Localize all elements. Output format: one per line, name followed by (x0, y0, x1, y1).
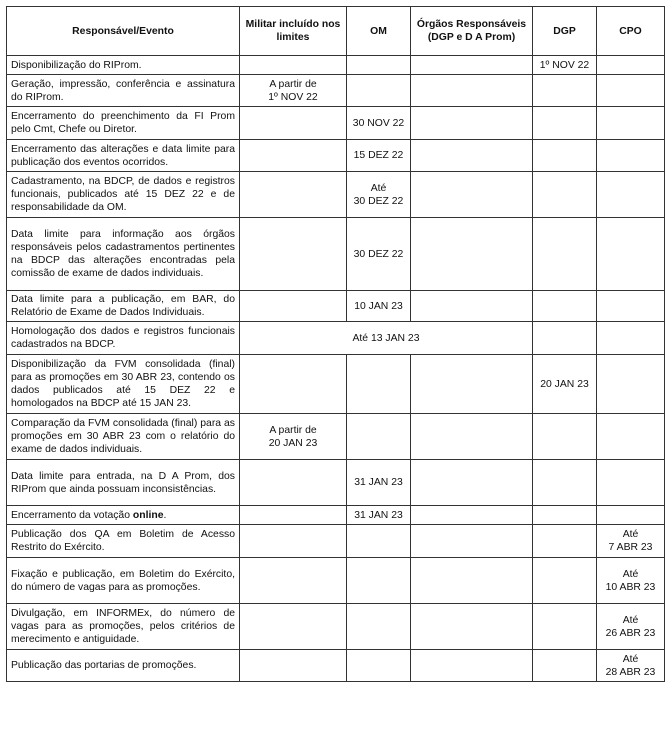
header-orgaos: Órgãos Responsáveis (DGP e D A Prom) (411, 7, 533, 56)
om-cell: Até 30 DEZ 22 (347, 172, 411, 218)
orgaos-cell (411, 414, 533, 460)
event-text: Encerramento da votação (11, 509, 133, 521)
event-cell: Encerramento do preenchimento da FI Prom pelo Cmt, Chefe ou Diretor. (7, 107, 240, 140)
militar-cell (240, 218, 347, 291)
cpo-cell (597, 107, 665, 140)
cpo-cell (597, 414, 665, 460)
orgaos-cell (411, 172, 533, 218)
event-cell: Divulgação, em INFORMEx, do número de vagas para as promoções, pelos critérios de merecimento e antiguidade. (7, 604, 240, 650)
dgp-cell (533, 107, 597, 140)
militar-cell (240, 604, 347, 650)
orgaos-cell (411, 506, 533, 525)
om-cell: 31 JAN 23 (347, 460, 411, 506)
militar-cell (240, 140, 347, 172)
dgp-cell (533, 650, 597, 682)
cpo-cell: Até 26 ABR 23 (597, 604, 665, 650)
dgp-cell: 20 JAN 23 (533, 355, 597, 414)
table-row (7, 75, 665, 107)
orgaos-cell (411, 218, 533, 291)
orgaos-cell (411, 107, 533, 140)
om-cell: 31 JAN 23 (347, 506, 411, 525)
event-cell: Data limite para informação aos órgãos responsáveis pelos cadastramentos pertinentes na BDCP das alterações encontradas pela comissão de exame de dados individuais. (7, 218, 240, 291)
table-row (7, 460, 665, 506)
militar-cell (240, 291, 347, 322)
dgp-cell: 1º NOV 22 (533, 56, 597, 75)
cpo-cell: Até 10 ABR 23 (597, 558, 665, 604)
table-row (7, 650, 665, 682)
om-cell (347, 604, 411, 650)
cpo-cell (597, 172, 665, 218)
header-dgp: DGP (533, 7, 597, 56)
table-body (7, 56, 665, 682)
table-row (7, 107, 665, 140)
militar-cell (240, 506, 347, 525)
militar-cell (240, 525, 347, 558)
event-cell (7, 506, 240, 525)
table-row (7, 414, 665, 460)
om-cell (347, 355, 411, 414)
header-om: OM (347, 7, 411, 56)
dgp-cell (533, 506, 597, 525)
orgaos-cell (411, 650, 533, 682)
event-cell: Disponibilização da FVM consolidada (final) para as promoções em 30 ABR 23, contendo os dados publicados até 15 DEZ 22 e homologados na BDCP até 15 JAN 23. (7, 355, 240, 414)
cpo-cell: Até 28 ABR 23 (597, 650, 665, 682)
table-row (7, 140, 665, 172)
table-row (7, 604, 665, 650)
schedule-table (6, 6, 665, 682)
om-cell (347, 558, 411, 604)
militar-cell (240, 56, 347, 75)
event-suffix: . (163, 509, 167, 521)
header-cpo: CPO (597, 7, 665, 56)
cpo-cell (597, 460, 665, 506)
cpo-cell (597, 218, 665, 291)
table-row (7, 525, 665, 558)
militar-cell (240, 460, 347, 506)
event-cell: Geração, impressão, conferência e assinatura do RIProm. (7, 75, 240, 107)
orgaos-cell (411, 140, 533, 172)
event-cell: Data limite para a publicação, em BAR, do Relatório de Exame de Dados Individuais. (7, 291, 240, 322)
cpo-cell (597, 506, 665, 525)
orgaos-cell (411, 558, 533, 604)
orgaos-cell (411, 355, 533, 414)
merged-date-cell: Até 13 JAN 23 (240, 322, 533, 355)
militar-cell: A partir de 20 JAN 23 (240, 414, 347, 460)
om-cell: 30 NOV 22 (347, 107, 411, 140)
event-emphasis: online (132, 509, 164, 521)
militar-cell (240, 107, 347, 140)
dgp-cell (533, 140, 597, 172)
om-cell: 30 DEZ 22 (347, 218, 411, 291)
cpo-cell (597, 355, 665, 414)
table-row (7, 355, 665, 414)
dgp-cell (533, 604, 597, 650)
header-militar: Militar incluído nos limites (240, 7, 347, 56)
dgp-cell (533, 218, 597, 291)
dgp-cell (533, 75, 597, 107)
dgp-cell (533, 291, 597, 322)
dgp-cell (533, 172, 597, 218)
cpo-cell: Até 7 ABR 23 (597, 525, 665, 558)
event-cell: Encerramento das alterações e data limite para publicação dos eventos ocorridos. (7, 140, 240, 172)
militar-cell (240, 355, 347, 414)
om-cell: 15 DEZ 22 (347, 140, 411, 172)
om-cell: 10 JAN 23 (347, 291, 411, 322)
event-cell: Data limite para entrada, na D A Prom, dos RIProm que ainda possuam inconsistências. (7, 460, 240, 506)
cpo-cell (597, 140, 665, 172)
cpo-cell (597, 322, 665, 355)
cpo-cell (597, 291, 665, 322)
header-row (7, 7, 665, 56)
event-cell: Disponibilização do RIProm. (7, 56, 240, 75)
dgp-cell (533, 525, 597, 558)
om-cell (347, 525, 411, 558)
table-row (7, 56, 665, 75)
event-cell: Cadastramento, na BDCP, de dados e registros funcionais, publicados até 15 DEZ 22 e de responsabilidade da OM. (7, 172, 240, 218)
table-row (7, 558, 665, 604)
orgaos-cell (411, 525, 533, 558)
event-cell: Comparação da FVM consolidada (final) para as promoções em 30 ABR 23 com o relatório do exame de dados individuais. (7, 414, 240, 460)
table-row (7, 172, 665, 218)
militar-cell: A partir de 1º NOV 22 (240, 75, 347, 107)
dgp-cell (533, 460, 597, 506)
table-row (7, 291, 665, 322)
dgp-cell (533, 414, 597, 460)
militar-cell (240, 558, 347, 604)
om-cell (347, 75, 411, 107)
event-cell: Fixação e publicação, em Boletim do Exército, do número de vagas para as promoções. (7, 558, 240, 604)
cpo-cell (597, 75, 665, 107)
cpo-cell (597, 56, 665, 75)
om-cell (347, 56, 411, 75)
militar-cell (240, 172, 347, 218)
om-cell (347, 650, 411, 682)
dgp-cell (533, 558, 597, 604)
orgaos-cell (411, 56, 533, 75)
event-cell: Publicação das portarias de promoções. (7, 650, 240, 682)
event-cell: Homologação dos dados e registros funcionais cadastrados na BDCP. (7, 322, 240, 355)
orgaos-cell (411, 75, 533, 107)
dgp-cell (533, 322, 597, 355)
table-row (7, 218, 665, 291)
table-row (7, 322, 665, 355)
orgaos-cell (411, 604, 533, 650)
header-event: Responsável/Evento (7, 7, 240, 56)
orgaos-cell (411, 291, 533, 322)
table-row (7, 506, 665, 525)
om-cell (347, 414, 411, 460)
event-cell: Publicação dos QA em Boletim de Acesso Restrito do Exército. (7, 525, 240, 558)
orgaos-cell (411, 460, 533, 506)
militar-cell (240, 650, 347, 682)
